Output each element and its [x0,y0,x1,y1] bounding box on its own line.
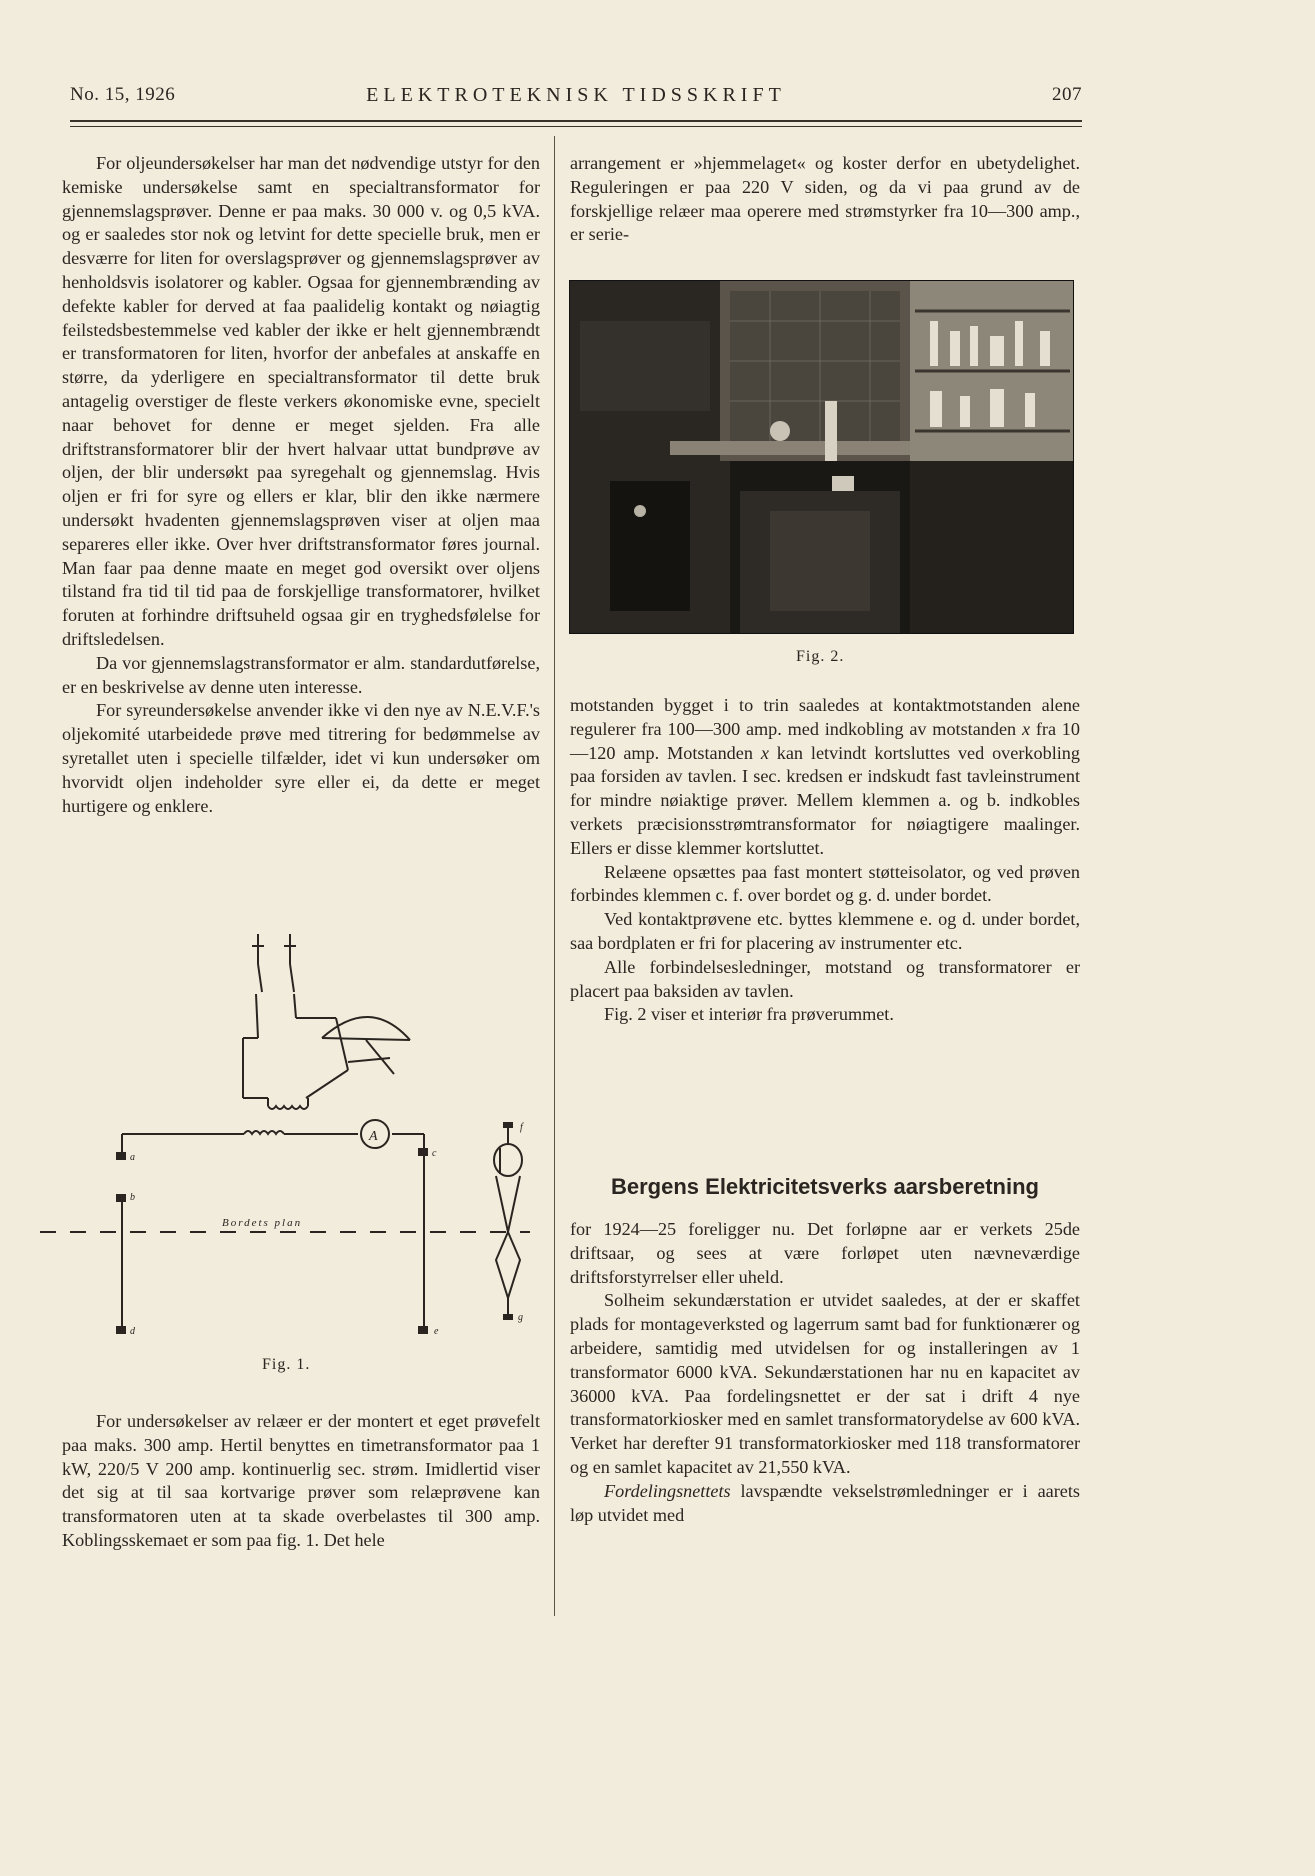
fig1-circuit-diagram [30,930,550,1350]
text-run: fra 10—120 amp. Motstanden [570,718,1080,763]
right-column-text-bottom [570,1218,1080,1527]
photo-interior-illustration [570,281,1073,633]
terminal-d-label: d [130,1326,135,1337]
right-column-text [570,152,1080,247]
terminal-f-label: f [520,1122,523,1133]
page-number: 207 [1052,84,1082,105]
section-heading: Bergens Elektricitetsverks aarsberetning [611,1174,1039,1199]
paragraph: For oljeundersøkelser har man det nødvendige utstyr for den kemiske undersøkelse samt en specialtransformator for gjennemslagsprøver. Denne er paa maks. 30 000 v. og 0,5 kVA. og er saaledes stor nok og letvint for dette specielle bruk, men er desværre for liten for overslagsprøver og gjennemslagsprøver av henholdsvis isolatorer og kabler. Ogsaa for gjennembrænding av defekte kabler for derved at faa paalidelig kontakt og nøiagtig feilstedsbestemmelse ved kabler der ikke er helt gjennembrændt er transformatoren for liten, hvorfor der anbefales at anskaffe en større, da yderligere en specialtransformator til dette bruk antagelig overstiger de fleste verkers økonomiske evne, specielt naar behovet for denne er meget sjelden. Fra alle driftstransformatorer blir der hvert halvaar uttat bundprøve av oljen, der blir undersøkt paa syregehalt og gjennemslag. Hvis oljen er fri for syre og ellers er klar, blir den ikke nærmere undersøkt hvadenten gjennemslagsprøven viser at oljen maa separeres eller ikke. Over hver driftstransformator føres journal. Man faar paa denne maate en meget god oversikt over oljens tilstand fra tid til tid paa de forskjellige transformatorer, hvilket foruten at forhindre driftsuheld ogsaa gir en tryghedsfølelse for driftsledelsen. [62,153,540,649]
paragraph: Alle forbindelsesledninger, motstand og transformatorer er placert paa baksiden av tavlen. [570,956,1080,1001]
fig2-photograph [569,280,1074,634]
paragraph: For undersøkelser av relæer er der montert et eget prøvefelt paa maks. 300 amp. Hertil benyttes en timetransformator paa 1 kW, 220/5 V 200 amp. kontinuerlig sec. strøm. Imidlertid viser det sig at til saa kortvarige prøver som relæprøvene kan transformatoren uten at ta skade overbelastes til 300 amp. Koblingsskemaet er som paa fig. 1. Det hele [62,1411,540,1550]
terminal-g-label: g [518,1312,523,1323]
paragraph: Relæene opsættes paa fast montert støtteisolator, og ved prøven forbindes klemmen c. f. over bordet og g. d. under bordet. [570,861,1080,906]
journal-title: ELEKTROTEKNISK TIDSSKRIFT [366,84,786,106]
ammeter-label: A [369,1129,378,1144]
paragraph: For syreundersøkelse anvender ikke vi den nye av N.E.V.F.'s oljekomité utarbeidede prøve med titrering for bedømmelse av syretallet uten i specielle tilfælder, idet vi kun undersøker om hvorvidt oljen indeholder syre eller ei, da dette er meget hurtigere og enklere. [62,700,540,816]
terminal-c-label: c [432,1148,437,1159]
terminal-b-label: b [130,1192,135,1203]
variable-x: x [1021,718,1031,739]
paragraph: Ved kontaktprøvene etc. byttes klemmene e. og d. under bordet, saa bordplaten er fri for placering av instrumenter etc. [570,909,1080,953]
variable-x: x [760,742,769,763]
column-divider [554,136,555,1616]
text-run: kan letvindt kortsluttes ved overkobling paa forsiden av tavlen. I sec. kredsen er indskudt fast tavleinstrument for mindre nøiaktige prøver. Mellem klemmen a. og b. indkobles verkets præcisionsstrømtransformator for nøiagtigere maalinger. Ellers er disse klemmer kortsluttet. [570,742,1080,858]
header-rule [70,120,1082,122]
paragraph [570,1480,1080,1528]
paragraph: Fig. 2 viser et interiør fra prøverummet. [604,1004,894,1025]
fig2-caption: Fig. 2. [796,648,845,665]
right-column-text-mid [570,694,1080,1027]
text-run: motstanden bygget i to trin saaledes at kontaktmotstanden alene regulerer fra 100—300 amp. med indkobling av motstanden [570,695,1080,739]
running-header [70,84,1082,112]
terminal-a-label: a [130,1152,135,1163]
issue-number: No. 15, 1926 [70,84,176,105]
terminal-e-label: e [434,1326,439,1337]
paragraph [570,694,1080,861]
text-run: lavspændte vekselstrømledninger er i aarets løp utvidet med [570,1480,1080,1525]
table-plane-label: Bordets plan [222,1217,303,1229]
paragraph: arrangement er »hjemmelaget« og koster derfor en ubetydelighet. Reguleringen er paa 220 V siden, og da vi paa grund av de forskjellige relæer maa operere med strømstyrker fra 10—300 amp., er serie- [570,153,1080,245]
fig1-caption: Fig. 1. [262,1356,311,1373]
paragraph: Solheim sekundærstation er utvidet saaledes, at der er skaffet plads for montageverksted og lagerrum samt bad for funktionærer og arbeidere, samtidig med utvidelsen for og installeringen av 1 transformator 6000 kVA. Sekundærstationen har nu en kapacitet av 36000 kVA. Paa fordelingsnettet er der sat i drift 4 nye transformatorkiosker med en samlet transformatorydelse av 600 kVA. Verket har derefter 91 transformatorkiosker med 118 transformatorer og en samlet kapacitet av 21,550 kVA. [570,1290,1080,1477]
header-rule-thin [70,126,1082,127]
left-column-text [62,152,540,818]
left-column-text-bottom [62,1410,540,1553]
paragraph: for 1924—25 foreligger nu. Det forløpne aar er verkets 25de driftsaar, og sees at være forløpet uten nævneværdige driftsforstyrrelser eller uheld. [570,1219,1080,1287]
italic-term: Fordelingsnettets [604,1480,731,1501]
paragraph: Da vor gjennemslagstransformator er alm. standardutførelse, er en beskrivelse av denne uten interesse. [62,652,540,697]
